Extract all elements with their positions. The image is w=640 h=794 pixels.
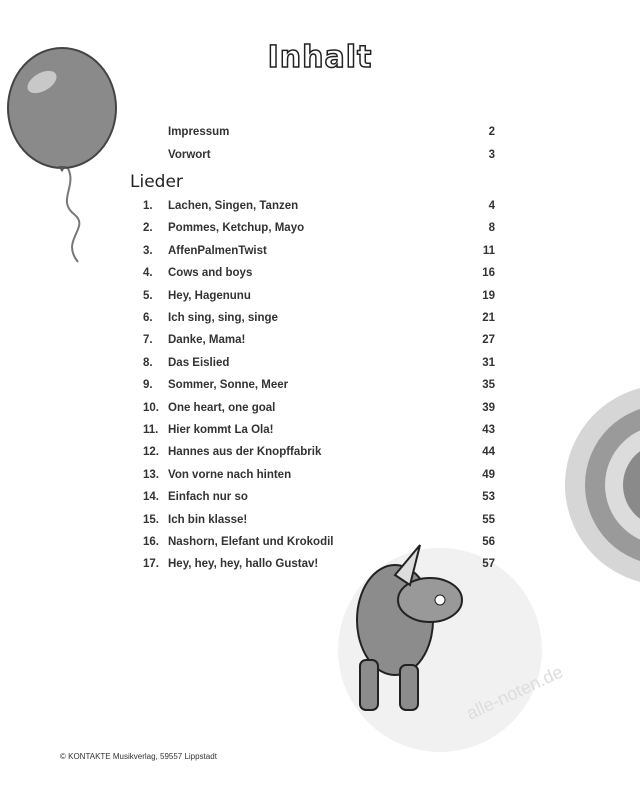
entry-number: 4. bbox=[143, 267, 153, 280]
entry-number: 16. bbox=[143, 536, 159, 548]
entry-page: 35 bbox=[482, 379, 495, 392]
entry-title: AffenPalmenTwist bbox=[168, 244, 267, 257]
toc-entry[interactable] bbox=[140, 536, 495, 556]
toc-entry[interactable] bbox=[140, 558, 495, 578]
entry-title: Danke, Mama! bbox=[168, 334, 246, 347]
entry-number: 15. bbox=[143, 513, 159, 526]
toc-entry[interactable] bbox=[140, 149, 495, 169]
entry-number: 13. bbox=[143, 468, 159, 481]
toc-entry[interactable] bbox=[140, 267, 495, 287]
entry-title: Pommes, Ketchup, Mayo bbox=[168, 222, 305, 235]
toc-entry[interactable] bbox=[140, 222, 495, 242]
entry-page: 31 bbox=[482, 356, 495, 369]
toc-entry[interactable] bbox=[140, 379, 495, 399]
entry-title: Hey, hey, hey, hallo Gustav! bbox=[168, 558, 319, 571]
balloon-illustration bbox=[8, 48, 116, 262]
svg-text:alle-noten.de: alle-noten.de bbox=[463, 661, 567, 724]
entry-title: One heart, one goal bbox=[168, 401, 276, 414]
entry-title: Das Eislied bbox=[168, 356, 230, 369]
entry-page: 44 bbox=[482, 446, 495, 459]
toc-entry[interactable] bbox=[140, 469, 495, 489]
entry-number: 12. bbox=[143, 446, 159, 459]
entry-title: Ich sing, sing, singe bbox=[168, 312, 278, 324]
toc-entry[interactable] bbox=[140, 126, 495, 146]
entry-page: 56 bbox=[482, 536, 495, 548]
entry-page: 2 bbox=[488, 126, 495, 138]
entry-number: 3. bbox=[143, 244, 153, 257]
page-title: Inhalt bbox=[267, 40, 373, 75]
toc-entry[interactable] bbox=[140, 446, 495, 466]
entry-title: Sommer, Sonne, Meer bbox=[168, 379, 289, 392]
entry-page: 57 bbox=[482, 558, 495, 571]
entry-page: 3 bbox=[488, 149, 495, 161]
toc-entry[interactable] bbox=[140, 491, 495, 511]
toc-entry[interactable] bbox=[140, 514, 495, 534]
toc-entry[interactable] bbox=[140, 245, 495, 265]
entry-number: 11. bbox=[143, 424, 159, 436]
copyright-footer: © KONTAKTE Musikverlag, 59557 Lippstadt bbox=[60, 752, 217, 761]
entry-title: Lachen, Singen, Tanzen bbox=[168, 200, 299, 212]
entry-title: Impressum bbox=[168, 126, 230, 138]
entry-page: 39 bbox=[482, 401, 495, 414]
toc-entry[interactable] bbox=[140, 312, 495, 332]
entry-page: 4 bbox=[488, 200, 495, 212]
entry-title: Hier kommt La Ola! bbox=[168, 424, 274, 436]
entry-number: 7. bbox=[143, 334, 153, 347]
entry-number: 14. bbox=[143, 491, 159, 504]
toc-entry[interactable] bbox=[140, 200, 495, 220]
section-heading: Lieder bbox=[130, 172, 183, 192]
entry-page: 16 bbox=[482, 267, 495, 280]
entry-page: 19 bbox=[482, 289, 495, 302]
entry-page: 43 bbox=[482, 424, 495, 436]
toc-entry[interactable] bbox=[140, 357, 495, 377]
entry-page: 49 bbox=[482, 468, 495, 481]
entry-title: Hey, Hagenunu bbox=[168, 289, 251, 302]
entry-title: Nashorn, Elefant und Krokodil bbox=[168, 536, 334, 548]
entry-title: Hannes aus der Knopffabrik bbox=[168, 446, 322, 459]
concentric-circles-decoration bbox=[565, 385, 640, 585]
entry-number: 6. bbox=[143, 312, 153, 324]
toc-entry[interactable] bbox=[140, 290, 495, 310]
entry-title: Cows and boys bbox=[168, 267, 253, 280]
entry-page: 53 bbox=[482, 491, 495, 504]
entry-title: Von vorne nach hinten bbox=[168, 468, 292, 481]
entry-page: 55 bbox=[482, 513, 495, 526]
toc-entry[interactable] bbox=[140, 334, 495, 354]
entry-number: 10. bbox=[143, 401, 159, 414]
entry-title: Einfach nur so bbox=[168, 491, 248, 504]
entry-number: 9. bbox=[143, 379, 153, 392]
entry-title: Vorwort bbox=[168, 149, 211, 161]
entry-number: 5. bbox=[143, 289, 153, 302]
entry-page: 27 bbox=[482, 334, 495, 347]
entry-page: 11 bbox=[482, 244, 495, 257]
entry-number: 8. bbox=[143, 356, 153, 369]
entry-title: Ich bin klasse! bbox=[168, 513, 248, 526]
toc-entry[interactable] bbox=[140, 424, 495, 444]
entry-number: 1. bbox=[143, 200, 153, 212]
entry-number: 2. bbox=[143, 222, 153, 235]
entry-page: 8 bbox=[488, 222, 495, 235]
entry-number: 17. bbox=[143, 558, 159, 571]
entry-page: 21 bbox=[482, 312, 495, 324]
toc-entry[interactable] bbox=[140, 402, 495, 422]
